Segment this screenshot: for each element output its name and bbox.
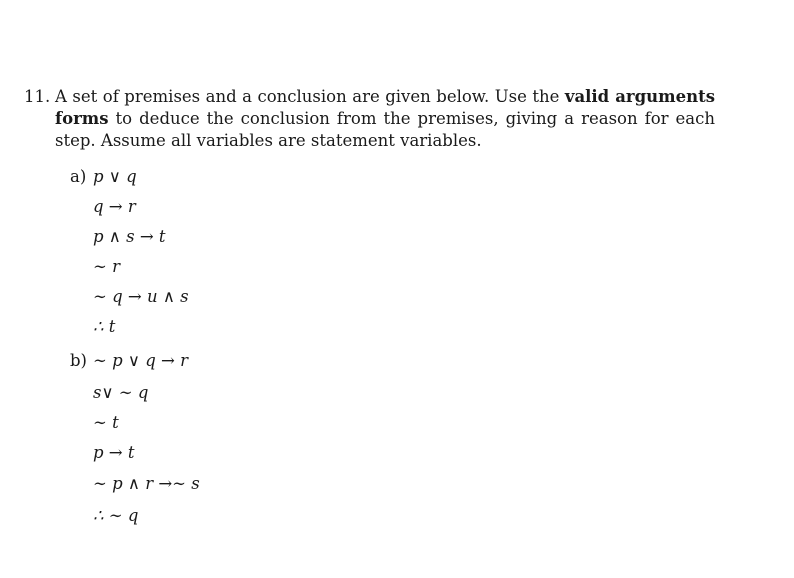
problem-11 [24,86,724,152]
part-b-premise-1: ∼ p ∨ q → r [93,351,188,370]
part-a-premise-2: q → r [93,197,136,216]
part-b-label: b) [70,351,87,370]
part-b-conclusion: ∴ ∼ q [93,506,139,525]
part-b-premise-4: p → t [93,443,135,462]
part-a-conclusion: ∴ t [93,317,116,336]
part-a-premise-5: ∼ q → u ∧ s [93,287,189,306]
part-a-premise-3: p ∧ s → t [93,227,166,246]
part-a-label: a) [70,167,87,186]
statement-intro: A set of premises and a conclusion are given below. Use the [55,87,565,106]
part-a-premise-1: p ∨ q [93,167,137,186]
problem-number: 11. [24,87,51,106]
part-b-premise-5: ∼ p ∧ r →∼ s [93,474,200,493]
part-b-premise-3: ∼ t [93,413,119,432]
problem-statement [55,86,715,152]
statement-bold: valid arguments forms [55,87,715,128]
part-b-premise-2: s∨ ∼ q [93,383,149,402]
part-a-premise-4: ∼ r [93,257,120,276]
statement-rest: to deduce the conclusion from the premises, giving a reason for each step. Assume all variables are statement variables. [55,109,715,150]
